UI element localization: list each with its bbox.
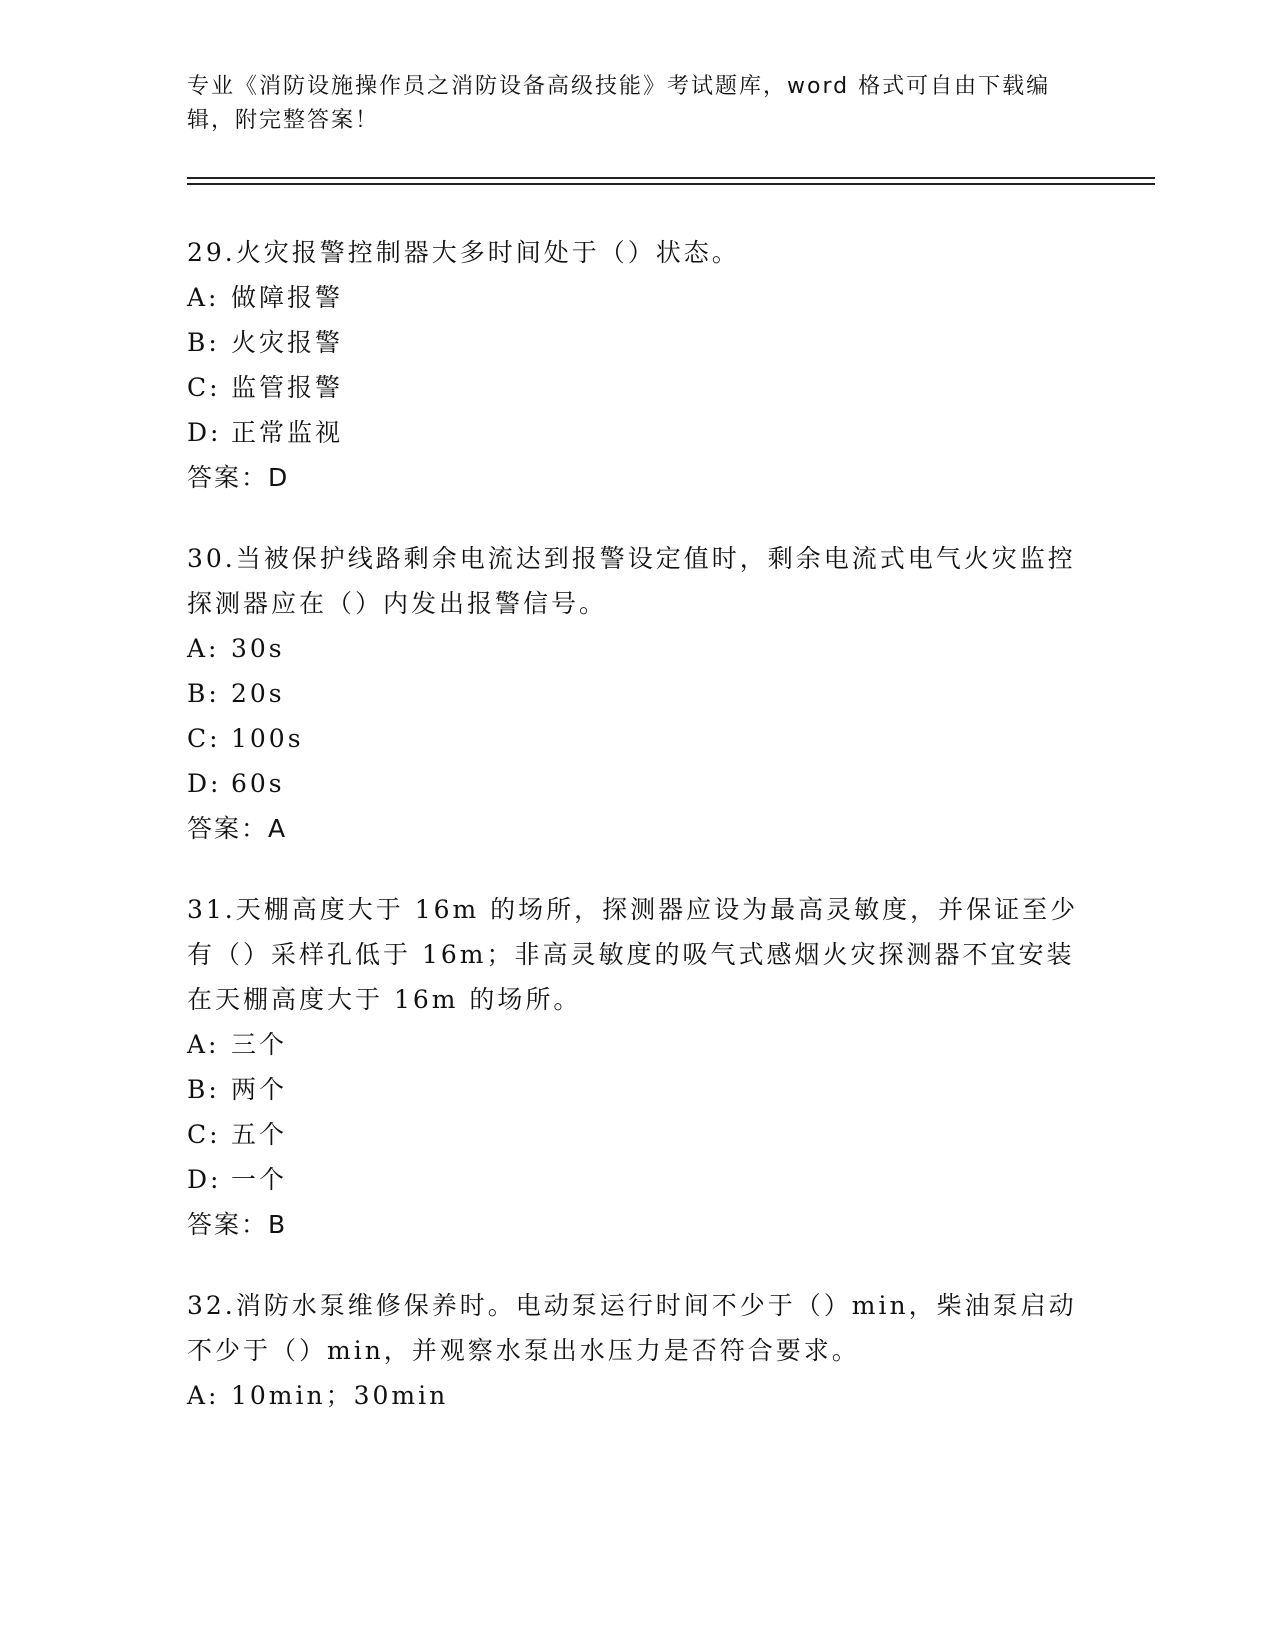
option-text: 正常监视 (231, 418, 344, 447)
option-c (187, 1112, 1087, 1157)
option-text: 10min；30min (231, 1381, 449, 1410)
question-text: 30.当被保护线路剩余电流达到报警设定值时，剩余电流式电气火灾监控探测器应在（）内发出报警信号。 (187, 544, 1076, 618)
option-letter: A: (187, 283, 220, 312)
question-29 (187, 230, 1087, 500)
option-letter: C: (187, 1120, 221, 1149)
option-d (187, 1157, 1087, 1202)
option-d (187, 761, 1087, 806)
option-letter: C: (187, 724, 221, 753)
question-text: 32.消防水泵维修保养时。电动泵运行时间不少于（）min，柴油泵启动不少于（）min，并观察水泵出水压力是否符合要求。 (187, 1291, 1077, 1365)
option-text: 30s (231, 634, 285, 663)
option-c (187, 716, 1087, 761)
option-c (187, 365, 1087, 410)
option-letter: B: (187, 679, 220, 708)
option-letter: A: (187, 1030, 220, 1059)
option-b (187, 671, 1087, 716)
option-a (187, 626, 1087, 671)
answer-line: 答案：D (187, 463, 290, 492)
option-letter: A: (187, 1381, 220, 1410)
option-text: 火灾报警 (231, 328, 344, 357)
header-rule-bottom (187, 183, 1155, 185)
question-31 (187, 887, 1087, 1247)
option-text: 监管报警 (231, 373, 344, 402)
answer-line: 答案：A (187, 814, 288, 843)
option-a (187, 275, 1087, 320)
document-header: 专业《消防设施操作员之消防设备高级技能》考试题库，word 格式可自由下载编辑，附完整答案！ (187, 74, 1051, 133)
option-a (187, 1373, 1087, 1418)
option-text: 五个 (231, 1120, 288, 1149)
option-text: 做障报警 (231, 283, 344, 312)
option-letter: C: (187, 373, 221, 402)
option-letter: D: (187, 1165, 222, 1194)
question-32 (187, 1283, 1087, 1418)
question-30 (187, 536, 1087, 851)
option-d (187, 410, 1087, 455)
question-list (187, 230, 1087, 1454)
option-b (187, 320, 1087, 365)
option-text: 60s (231, 769, 285, 798)
option-letter: A: (187, 634, 220, 663)
option-b (187, 1067, 1087, 1112)
question-text: 29.火灾报警控制器大多时间处于（）状态。 (187, 238, 740, 267)
option-text: 100s (231, 724, 304, 753)
option-a (187, 1022, 1087, 1067)
answer-line: 答案：B (187, 1210, 288, 1239)
option-text: 三个 (231, 1030, 288, 1059)
option-letter: B: (187, 1075, 220, 1104)
option-text: 一个 (231, 1165, 288, 1194)
option-letter: B: (187, 328, 220, 357)
option-text: 20s (231, 679, 285, 708)
question-text: 31.天棚高度大于 16m 的场所，探测器应设为最高灵敏度，并保证至少有（）采样孔低于 16m；非高灵敏度的吸气式感烟火灾探测器不宜安装在天棚高度大于 16m 的场所。 (187, 895, 1079, 1014)
option-text: 两个 (231, 1075, 288, 1104)
option-letter: D: (187, 769, 222, 798)
option-letter: D: (187, 418, 222, 447)
header-rule-top (187, 177, 1155, 179)
